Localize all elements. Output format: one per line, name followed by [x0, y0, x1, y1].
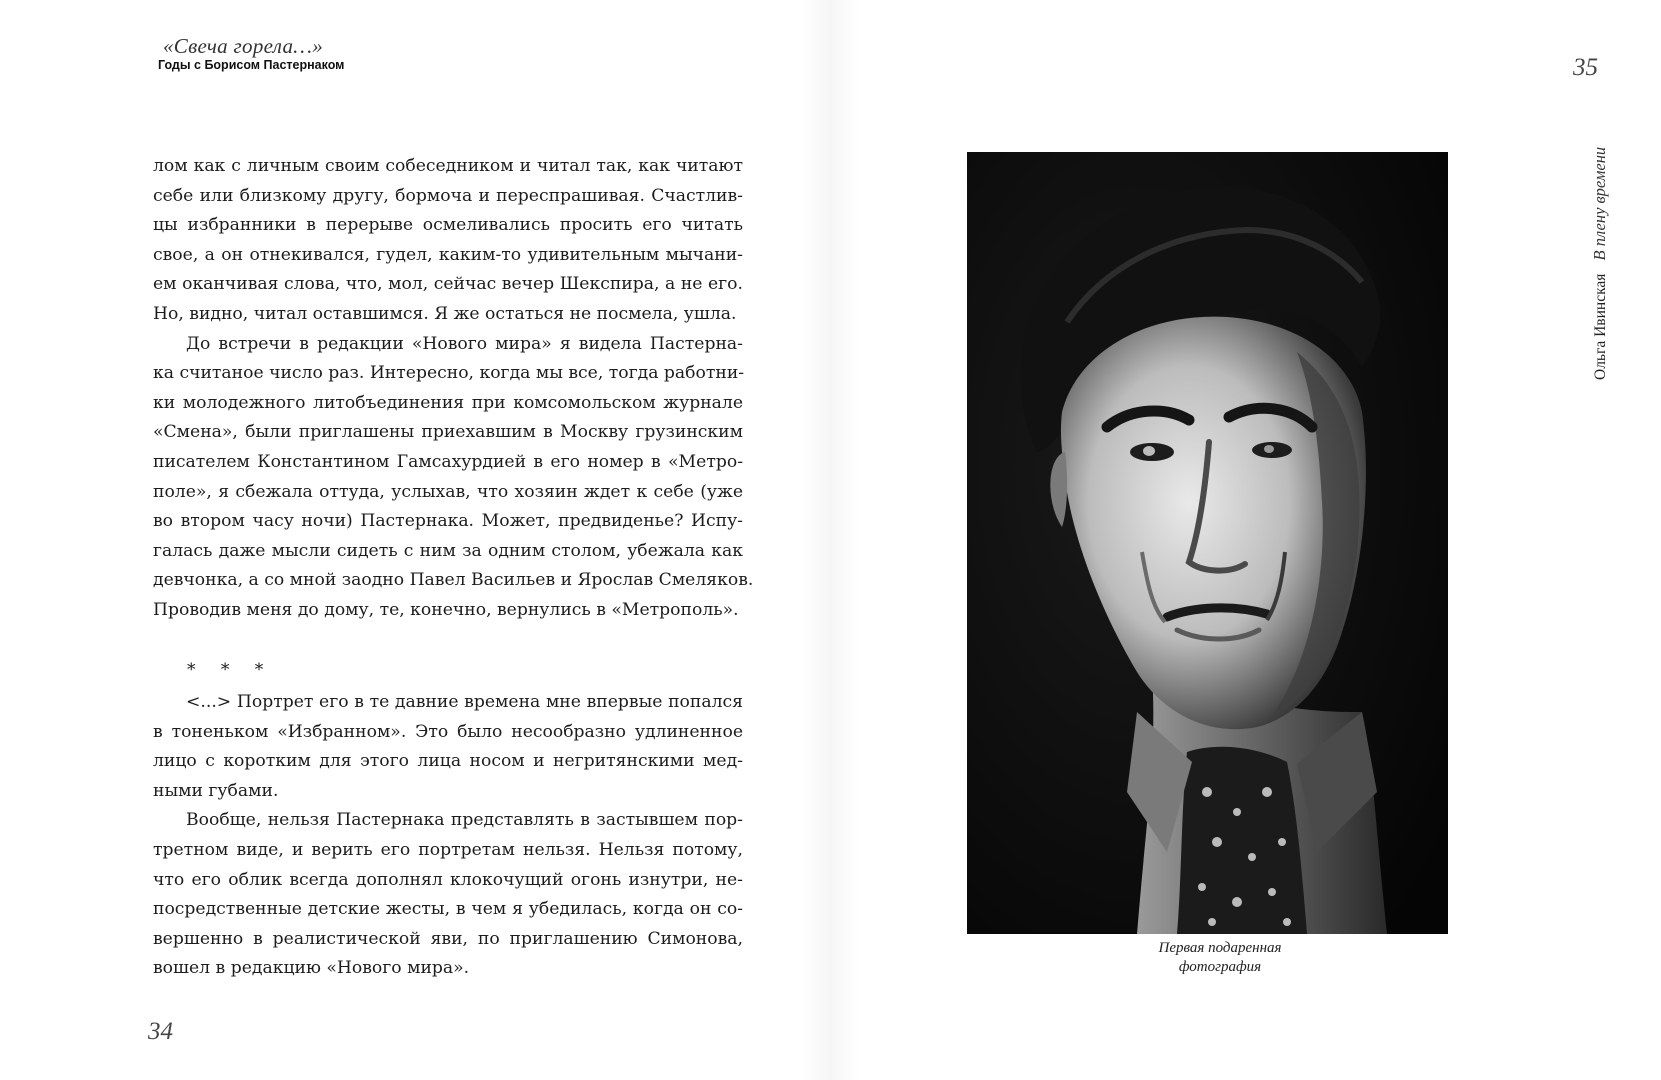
paragraph-3: [153, 688, 743, 806]
text-column-top: [153, 152, 754, 626]
paragraph-4: [153, 806, 743, 984]
paragraph-1: [153, 152, 743, 330]
text-line: вошел в редакцию «Нового мира».: [153, 958, 470, 979]
text-line: свое, а он отнекивался, гудел, каким-то удивительным мычани-: [153, 244, 743, 265]
text-line: писателем Константином Гамсахурдией в его номер в «Метро-: [153, 451, 743, 472]
text-line: «Смена», были приглашены приехавшим в Москву грузинским: [153, 422, 743, 443]
section-separator: * * *: [187, 660, 274, 680]
page-gutter: [800, 0, 860, 1080]
tie-shape: [1177, 747, 1307, 934]
text-line: Проводив меня до дому, те, конечно, вернулись в «Метрополь».: [153, 599, 739, 620]
book-subtitle-header: Годы с Борисом Пастернаком: [158, 58, 345, 72]
page-number-left: 34: [148, 1018, 173, 1045]
portrait-illustration: [967, 152, 1448, 934]
book-title-header: «Свеча горела…»: [163, 34, 324, 58]
text-line: что его облик всегда дополнял клокочущий огонь изнутри, не-: [153, 869, 743, 890]
text-column-bottom: [153, 688, 743, 984]
text-line: ка считаное число раз. Интересно, когда мы все, тогда работни-: [153, 363, 745, 384]
text-line: третном виде, и верить его портретам нельзя. Нельзя потому,: [153, 839, 743, 860]
text-line: поле», я сбежала оттуда, услыхав, что хозяин ждет к себе (уже: [153, 481, 743, 502]
text-line: лом как с личным своим собеседником и читал так, как читают: [153, 156, 743, 176]
text-line: <...> Портрет его в те давние времена мне впервые попался: [186, 692, 743, 712]
paragraph-2: [153, 330, 754, 626]
text-line: себе или близкому другу, бормоча и переспрашивая. Счастлив-: [153, 185, 743, 206]
photo-caption: [1100, 939, 1340, 977]
text-line: ем оканчивая слова, что, мол, сейчас вечер Шекспира, а не его.: [153, 274, 743, 295]
running-header-book: В плену времени: [1590, 146, 1609, 261]
text-line: Вообще, нельзя Пастернака представлять в застывшем пор-: [186, 810, 743, 831]
text-line: вершенно в реалистической яви, по приглашению Симонова,: [153, 928, 743, 949]
text-line: в тоненьком «Избранном». Это было несообразно удлиненное: [153, 721, 743, 742]
portrait-photo: [967, 152, 1448, 934]
text-line: ки молодежного литобъединения при комсомольском журнале: [153, 392, 743, 413]
text-line: Но, видно, читал оставшимся. Я же остаться не посмела, ушла.: [153, 303, 737, 324]
vertical-running-header: [1590, 140, 1618, 380]
text-line: лицо с коротким для этого лица носом и негритянскими мед-: [153, 751, 743, 772]
text-line: ными губами.: [153, 780, 279, 801]
text-line: цы избранники в перерыве осмеливались просить его читать: [153, 215, 743, 236]
caption-line: фотография: [1178, 959, 1262, 975]
text-line: во втором часу ночи) Пастернака. Может, предвиденье? Испу-: [153, 511, 743, 532]
text-line: галась даже мысли сидеть с ним за одним столом, убежала как: [153, 540, 743, 561]
text-line: девчонка, а со мной заодно Павел Васильев и Ярослав Смеляков.: [153, 570, 754, 591]
caption-line: Первая подаренная: [1158, 940, 1282, 956]
text-line: посредственные детские жесты, в чем я убедилась, когда он со-: [153, 899, 743, 920]
text-line: До встречи в редакции «Нового мира» я видела Пастерна-: [186, 333, 743, 354]
running-header-author: Ольга Ивинская: [1592, 273, 1609, 380]
page-number-right: 35: [1573, 54, 1598, 81]
